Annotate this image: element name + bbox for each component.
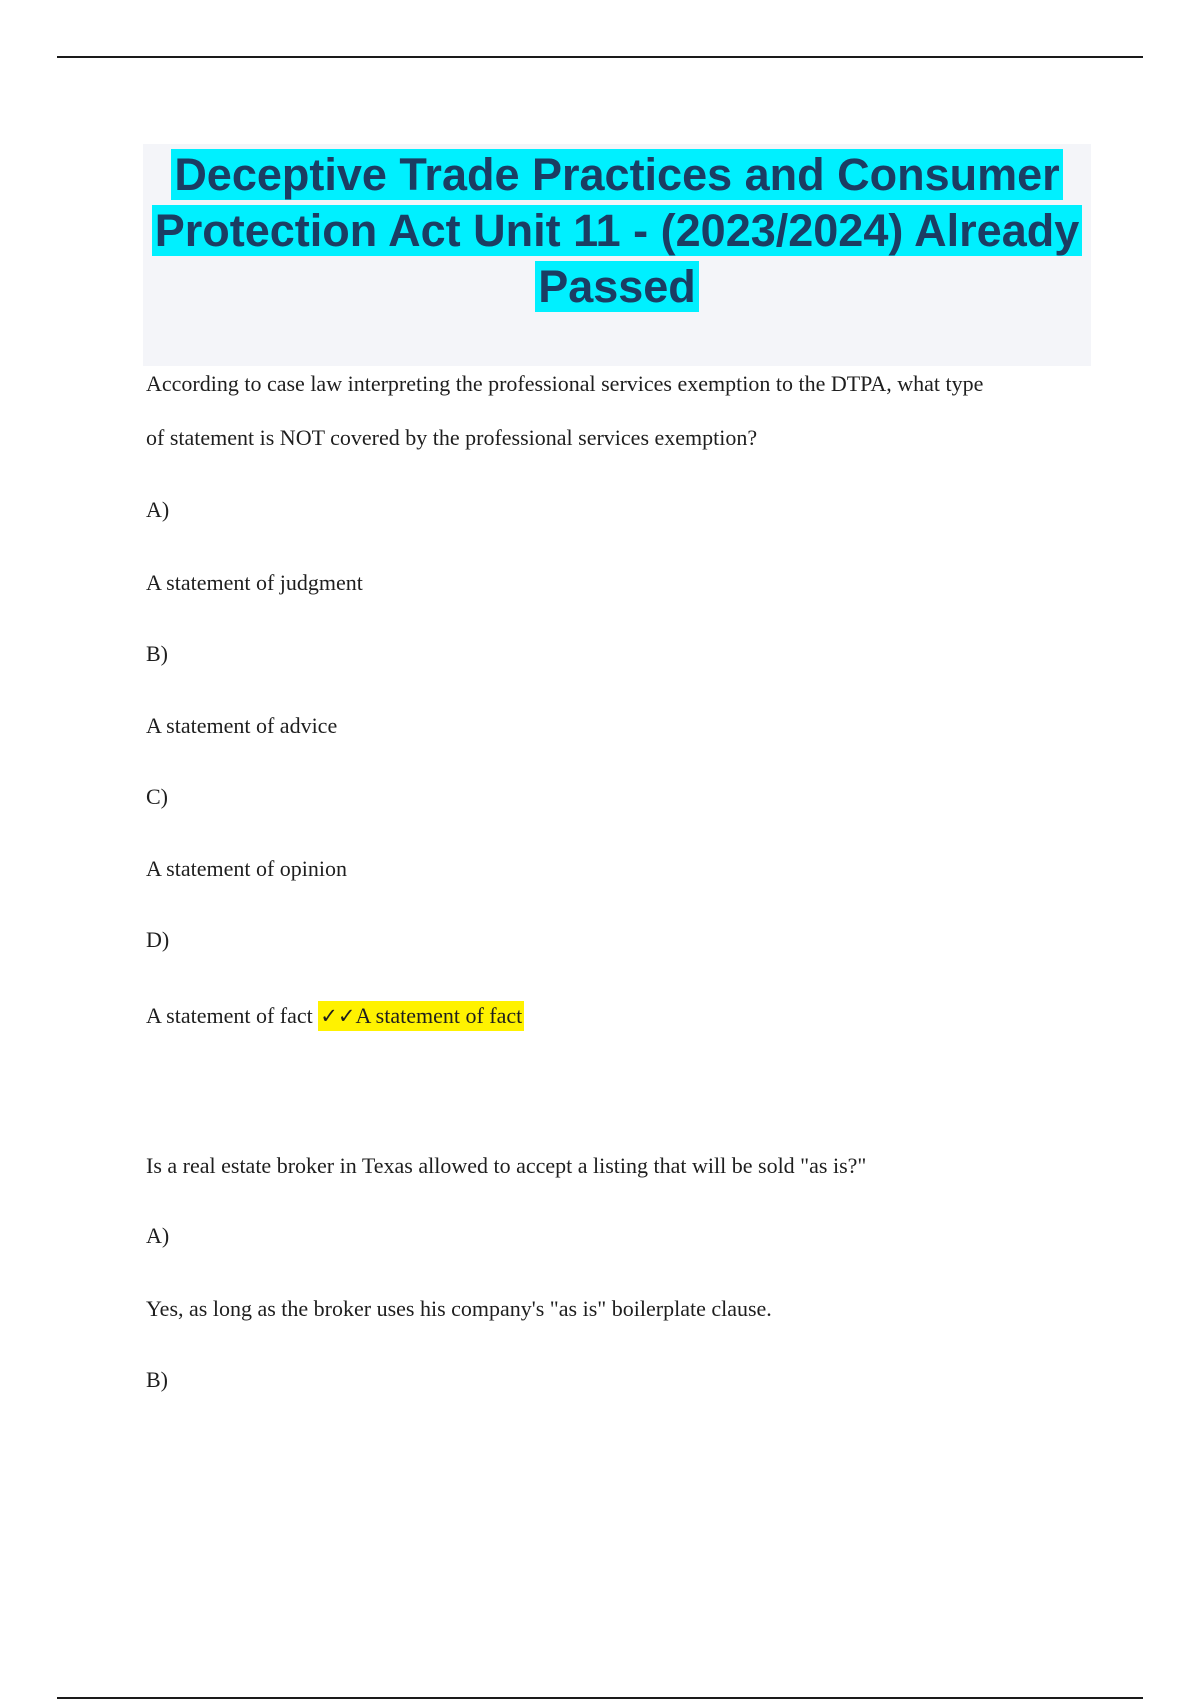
q1-option-d: A statement of fact bbox=[146, 1003, 313, 1028]
footer-rule bbox=[57, 1697, 1143, 1699]
q1-option-c: A statement of opinion bbox=[146, 856, 348, 881]
q1-label-a: A) bbox=[146, 497, 170, 522]
q1-option-a: A statement of judgment bbox=[146, 570, 363, 595]
q1-answer-highlight bbox=[318, 1001, 524, 1031]
q1-answer: A statement of fact bbox=[355, 1003, 523, 1028]
document-title: Deceptive Trade Practices and Consumer Protection Act Unit 11 - (2023/2024) Already Passed bbox=[152, 149, 1083, 312]
q2-label-b: B) bbox=[146, 1367, 168, 1392]
q2-question: Is a real estate broker in Texas allowed to accept a listing that will be sold "as is?" bbox=[146, 1153, 867, 1178]
q1-option-d-row bbox=[146, 1003, 524, 1029]
q1-option-b: A statement of advice bbox=[146, 713, 338, 738]
q2-label-a: A) bbox=[146, 1223, 170, 1248]
q1-label-d: D) bbox=[146, 927, 170, 952]
title-block bbox=[143, 144, 1091, 366]
q1-label-b: B) bbox=[146, 641, 168, 666]
q1-question-line-2: of statement is NOT covered by the professional services exemption? bbox=[146, 425, 758, 450]
checkmark-icon: ✓✓ bbox=[320, 1004, 356, 1028]
header-rule bbox=[57, 56, 1143, 58]
q1-question-line-1: According to case law interpreting the professional services exemption to the DTPA, what type bbox=[146, 371, 984, 396]
q1-label-c: C) bbox=[146, 784, 168, 809]
q2-option-a: Yes, as long as the broker uses his company's "as is" boilerplate clause. bbox=[146, 1296, 772, 1321]
